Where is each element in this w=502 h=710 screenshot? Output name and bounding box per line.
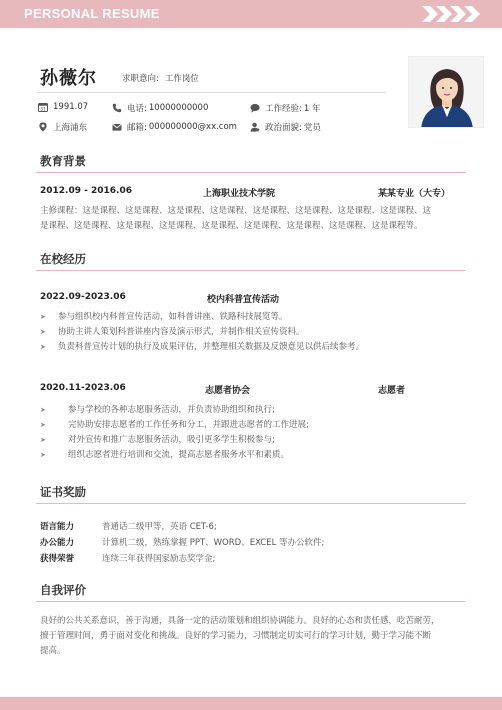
certificate-key: 获得荣誉 [40,554,75,564]
politics-label: 政治面貌: [265,123,302,133]
education-courses-line: 是课程、这是课程、这是课程、这是课程、这是课程、这是课程、这是课程、这是课程、这是课程等。 [40,221,423,231]
politics-value: 党员 [303,123,321,133]
calendar-icon [38,102,48,112]
avatar-photo [408,56,484,128]
politics-info [250,121,321,133]
campus-period: 2020.11-2023.06 [40,383,126,393]
section-divider-education [36,172,466,173]
list-item: ➤ 参与学校的各种志愿服务活动，并负责协助组织和执行; [40,403,309,418]
phone-icon [112,103,122,113]
campus-role: 志愿者 [378,386,406,396]
birth-value: 1991.07 [53,102,89,112]
name-divider [36,92,386,93]
list-item: ➤ 对外宣传和推广志愿服务活动，吸引更多学生积极参与; [40,433,309,448]
list-item: ➤ 协助主讲人策划科普讲座内容及演示形式，并制作相关宣传资料。 [40,325,364,340]
certificate-row [40,536,324,548]
experience-info [250,102,321,114]
certificate-value: 计算机二级，熟练掌握 PPT、WORD、EXCEL 等办公软件; [102,538,325,548]
phone-info [112,102,208,114]
arrow-bullet-icon: ➤ [40,451,46,459]
section-title-self-eval: 自我评价 [40,583,86,597]
chat-icon [250,103,260,113]
svg-text:31: 31 [40,107,46,112]
list-item: ➤ 完协助安排志愿者的工作任务和分工，并跟进志愿者的工作进展; [40,418,309,433]
mail-icon [112,122,122,132]
location-icon [38,122,48,132]
arrow-bullet-icon: ➤ [40,343,46,351]
campus-org: 校内科普宣传活动 [207,295,280,305]
arrow-bullet-icon: ➤ [40,421,46,429]
section-title-campus: 在校经历 [40,252,86,266]
avatar-illustration [409,57,484,128]
campus-bullet-list [40,310,364,355]
self-eval-line: 提高。 [40,646,66,656]
arrow-bullet-icon: ➤ [40,328,46,336]
certificate-key: 语言能力 [40,522,75,532]
arrow-bullet-icon: ➤ [40,313,46,321]
education-courses-line: 主修课程：这是课程、这是课程、这是课程、这是课程、这是课程、这是课程、这是课程、这是课程、这 [40,206,432,216]
chevrons-right-icon [422,5,482,23]
section-divider-campus [36,270,466,271]
certificate-key: 办公能力 [40,538,75,548]
campus-bullet-list [40,403,309,463]
self-eval-line: 擅于管理时间，勇于面对变化和挑战。良好的学习能力，习惯制定切实可行的学习计划，勤于学习能不断 [40,631,432,641]
email-label: 邮箱: [127,123,147,133]
section-divider-certificates [36,503,466,504]
arrow-bullet-icon: ➤ [40,436,46,444]
list-item: ➤ 负责科普宣传计划的执行及成果评估，并整理相关数据及反馈意见以供后续参考。 [40,340,364,355]
birth-info [38,102,88,112]
certificate-row [40,520,217,532]
arrow-bullet-icon: ➤ [40,406,46,414]
section-title-certificates: 证书奖励 [40,485,86,499]
campus-period: 2022.09-2023.06 [40,292,126,302]
certificate-value: 连续三年获得国家励志奖学金; [102,554,216,564]
user-icon [250,122,260,132]
candidate-name: 孙薇尔 [40,68,97,89]
section-title-education: 教育背景 [40,154,86,168]
location-info [38,121,87,133]
certificate-value: 普通话二级甲等，英语 CET-6; [102,522,217,532]
job-intent-value: 工作岗位 [164,74,199,84]
certificate-row [40,552,215,564]
phone-label: 电话: [127,104,147,114]
self-eval-text [40,614,480,659]
bottom-banner [0,697,502,710]
job-intent-label: 求职意向: [122,74,159,84]
education-courses [40,204,480,234]
phone-value: 10000000000 [148,103,209,113]
list-item: ➤ 参与组织校内科普宣传活动，如科普讲座、铁路科技展览等。 [40,310,364,325]
email-info [112,121,237,133]
section-divider-self-eval [36,601,466,602]
experience-value: 1 年 [303,104,321,114]
location-value: 上海浦东 [53,123,88,133]
education-period: 2012.09 - 2016.06 [40,186,132,196]
banner-title: PERSONAL RESUME [24,6,160,21]
job-intent [122,72,199,84]
education-major: 某某专业（大专） [378,189,451,199]
campus-org: 志愿者协会 [205,386,251,396]
list-item: ➤ 组织志愿者进行培训和交流，提高志愿者服务水平和素质。 [40,448,309,463]
top-banner [0,0,502,28]
education-school: 上海职业技术学院 [203,189,276,199]
self-eval-line: 良好的公共关系意识，善于沟通，具备一定的活动策划和组织协调能力。良好的心态和责任感，吃苦耐劳， [40,616,440,626]
email-value: 000000000@xx.com [148,122,237,132]
experience-label: 工作经验: [265,104,302,114]
